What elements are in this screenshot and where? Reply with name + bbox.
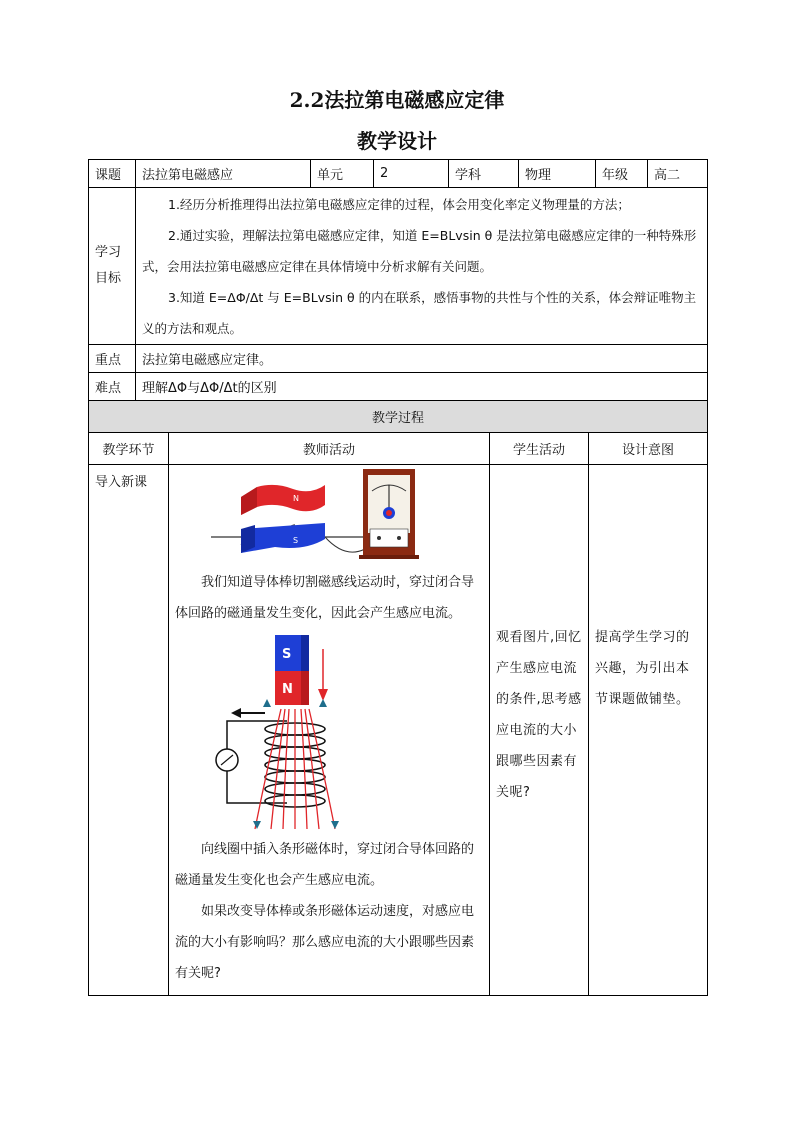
key-point-value: 法拉第电磁感应定律。 xyxy=(136,345,708,373)
student-activity-cell xyxy=(490,465,589,996)
column-header: 教学环节 xyxy=(89,433,169,465)
goal-item: 1.经历分析推理得出法拉第电磁感应定律的过程，体会用变化率定义物理量的方法； xyxy=(168,196,630,212)
goals-label-text: 学习目标 xyxy=(95,245,122,286)
column-header: 教师活动 xyxy=(169,433,490,465)
unit-label: 单元 xyxy=(311,160,374,188)
goals-label xyxy=(89,188,136,345)
process-heading: 教学过程 xyxy=(89,401,708,433)
teacher-activity-cell xyxy=(169,465,490,996)
difficulty-value: 理解ΔΦ与ΔΦ/Δt的区别 xyxy=(136,373,708,401)
teacher-paragraph: 如果改变导体棒或条形磁体运动速度，对感应电流的大小有影响吗？那么感应电流的大小跟哪些因素有关呢? xyxy=(175,904,475,981)
info-row xyxy=(89,160,708,188)
unit-value: 2 xyxy=(374,160,449,188)
topic-label: 课题 xyxy=(89,160,136,188)
goals-row xyxy=(89,188,708,345)
bar-north-label: N xyxy=(282,682,293,697)
student-activity-text: 观看图片,回忆产生感应电流的条件,思考感应电流的大小跟哪些因素有关呢? xyxy=(496,630,582,800)
teacher-paragraph: 我们知道导体棒切割磁感线运动时，穿过闭合导体回路的磁通量发生变化，因此会产生感应电流。 xyxy=(175,575,475,621)
figure-coil-magnet xyxy=(175,629,481,834)
goal-item: 3.知道 E=ΔΦ/Δt 与 E=BLvsin θ 的内在联系，感悟事物的共性与个性的关系，体会辩证唯物主义的方法和观点。 xyxy=(142,289,697,336)
subject-label: 学科 xyxy=(449,160,519,188)
lesson-plan-table xyxy=(88,159,708,401)
goal-item: 2.通过实验，理解法拉第电磁感应定律，知道 E=BLvsin θ 是法拉第电磁感应定律的一种特殊形式，会用法拉第电磁感应定律在具体情境中分析求解有关问题。 xyxy=(142,227,697,274)
design-intent-cell xyxy=(589,465,708,996)
key-point-row xyxy=(89,345,708,373)
process-header-row xyxy=(89,433,708,465)
grade-value: 高二 xyxy=(648,160,708,188)
difficulty-label: 难点 xyxy=(89,373,136,401)
document-subtitle: 教学设计 xyxy=(357,129,437,153)
subject-value: 物理 xyxy=(519,160,596,188)
galvanometer xyxy=(359,469,419,559)
process-row xyxy=(89,465,708,996)
figure-rod-cutting xyxy=(175,467,481,567)
north-label: N xyxy=(293,494,299,503)
topic-value: 法拉第电磁感应 xyxy=(136,160,311,188)
column-header: 设计意图 xyxy=(589,433,708,465)
column-header: 学生活动 xyxy=(490,433,589,465)
process-table xyxy=(88,400,708,996)
goals-content xyxy=(136,188,708,345)
grade-label: 年级 xyxy=(596,160,648,188)
bar-south-label: S xyxy=(282,647,292,662)
stage-cell: 导入新课 xyxy=(89,465,169,996)
south-label: S xyxy=(293,536,299,545)
teacher-paragraph: 向线圈中插入条形磁体时，穿过闭合导体回路的磁通量发生变化也会产生感应电流。 xyxy=(175,842,475,888)
difficulty-row xyxy=(89,373,708,401)
document-title: 2.2法拉第电磁感应定律 xyxy=(289,88,505,112)
key-point-label: 重点 xyxy=(89,345,136,373)
design-intent-text: 提高学生学习的兴趣，为引出本节课题做铺垫。 xyxy=(595,630,690,707)
